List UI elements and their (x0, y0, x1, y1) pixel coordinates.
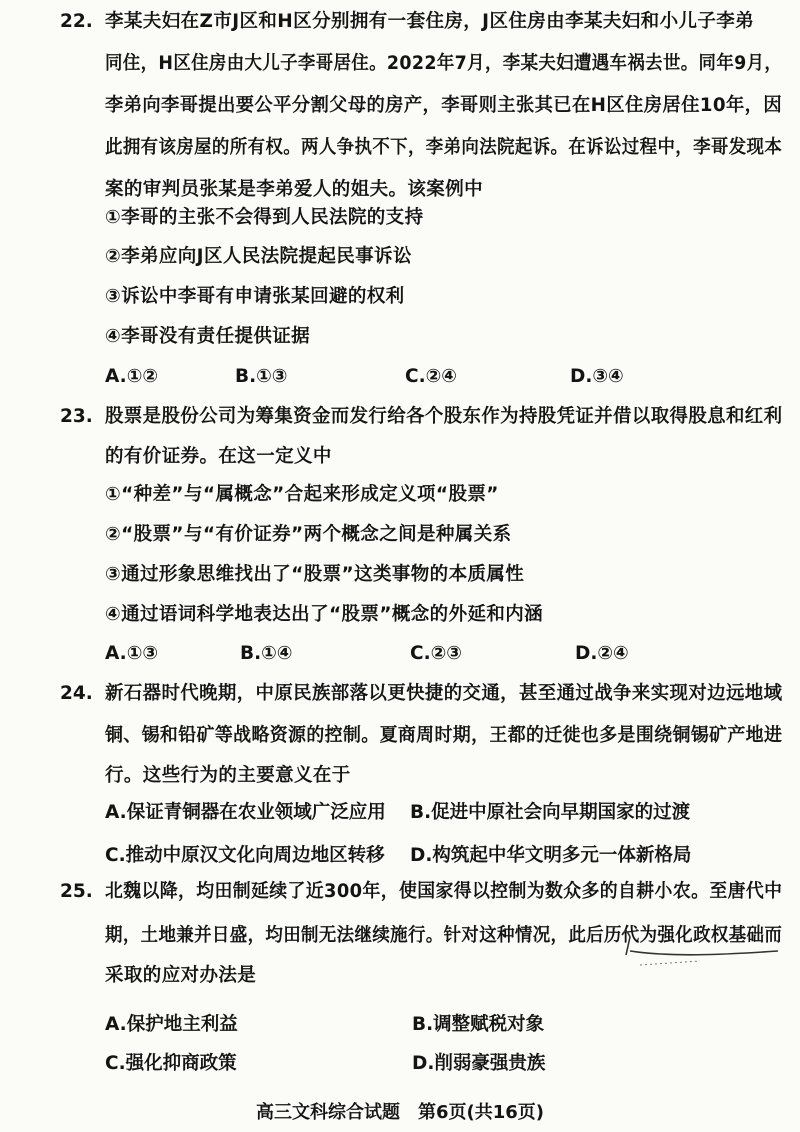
question-22-statement-3: ③诉讼中李哥有申请张某回避的权利 (105, 286, 405, 307)
handwritten-underline-mark (0, 925, 800, 985)
question-22-option-b[interactable]: B.①③ (235, 366, 288, 387)
question-22-statement-4: ④李哥没有责任提供证据 (105, 326, 311, 347)
question-24-option-a[interactable]: A.保证青铜器在农业领域广泛应用 (105, 802, 386, 823)
question-24-option-d[interactable]: D.构筑起中华文明多元一体新格局 (410, 845, 692, 866)
question-24-stem-line-2: 铜、锡和铅矿等战略资源的控制。夏商周时期，王都的迁徙也多是围绕铜锡矿产地进 (105, 725, 783, 746)
question-22-stem-line-3: 李弟向李哥提出要公平分割父母的房产，李哥则主张其已在H区住房居住10年，因 (105, 95, 783, 116)
question-22-option-a[interactable]: A.①② (105, 366, 159, 387)
question-25-stem-line-1: 北魏以降，均田制延续了近300年，使国家得以控制为数众多的自耕小农。至唐代中 (105, 881, 783, 902)
question-25-stem-line-2: 期，土地兼并日盛，均田制无法继续施行。针对这种情况，此后历代为强化政权基础而 (105, 925, 783, 946)
question-22-option-d[interactable]: D.③④ (570, 366, 624, 387)
question-24-number: 24. (60, 683, 93, 704)
question-25-stem-line-3: 采取的应对办法是 (105, 965, 257, 986)
question-23-number: 23. (60, 406, 93, 427)
question-23-option-a[interactable]: A.①③ (105, 643, 159, 664)
question-23-statement-3: ③通过形象思维找出了“股票”这类事物的本质属性 (105, 564, 525, 585)
page-footer: 高三文科综合试题 第6页(共16页) (255, 1102, 545, 1123)
question-22-stem-line-1: 李某夫妇在Z市J区和H区分别拥有一套住房，J区住房由李某夫妇和小儿子李弟 (105, 11, 755, 32)
question-22-statement-2: ②李弟应向J区人民法院提起民事诉讼 (105, 246, 412, 267)
question-25-number: 25. (60, 881, 93, 902)
question-23-option-b[interactable]: B.①④ (240, 643, 293, 664)
question-24-option-b[interactable]: B.促进中原社会向早期国家的过渡 (410, 802, 691, 823)
question-25-option-c[interactable]: C.强化抑商政策 (105, 1053, 237, 1074)
question-24-stem-line-3: 行。这些行为的主要意义在于 (105, 765, 351, 786)
question-23-statement-2: ②“股票”与“有价证券”两个概念之间是种属关系 (105, 524, 512, 545)
question-24-stem-line-1: 新石器时代晚期，中原民族部落以更快捷的交通，甚至通过战争来实现对边远地域 (105, 683, 783, 704)
question-22-stem-line-4: 此拥有该房屋的所有权。两人争执不下，李弟向法院起诉。在诉讼过程中，李哥发现本 (105, 137, 783, 158)
question-22-stem-line-5: 案的审判员张某是李弟爱人的姐夫。该案例中 (105, 179, 484, 200)
question-25-option-b[interactable]: B.调整赋税对象 (412, 1014, 545, 1035)
question-23-option-d[interactable]: D.②④ (575, 643, 629, 664)
question-25-option-d[interactable]: D.削弱豪强贵族 (412, 1053, 546, 1074)
question-23-option-c[interactable]: C.②③ (410, 643, 462, 664)
question-23-statement-1: ①“种差”与“属概念”合起来形成定义项“股票” (105, 484, 499, 505)
question-22-number: 22. (60, 11, 93, 32)
question-22-option-c[interactable]: C.②④ (405, 366, 457, 387)
question-23-stem-line-2: 的有价证券。在这一定义中 (105, 446, 332, 467)
question-22-statement-1: ①李哥的主张不会得到人民法院的支持 (105, 207, 424, 228)
question-22-stem-line-2: 同住，H区住房由大儿子李哥居住。2022年7月，李某夫妇遭遇车祸去世。同年9月， (105, 53, 783, 74)
question-24-option-c[interactable]: C.推动中原汉文化向周边地区转移 (105, 845, 385, 866)
question-23-stem-line-1: 股票是股份公司为筹集资金而发行给各个股东作为持股凭证并借以取得股息和红利 (105, 406, 783, 427)
question-23-statement-4: ④通过语词科学地表达出了“股票”概念的外延和内涵 (105, 604, 544, 625)
question-25-option-a[interactable]: A.保护地主利益 (105, 1014, 238, 1035)
